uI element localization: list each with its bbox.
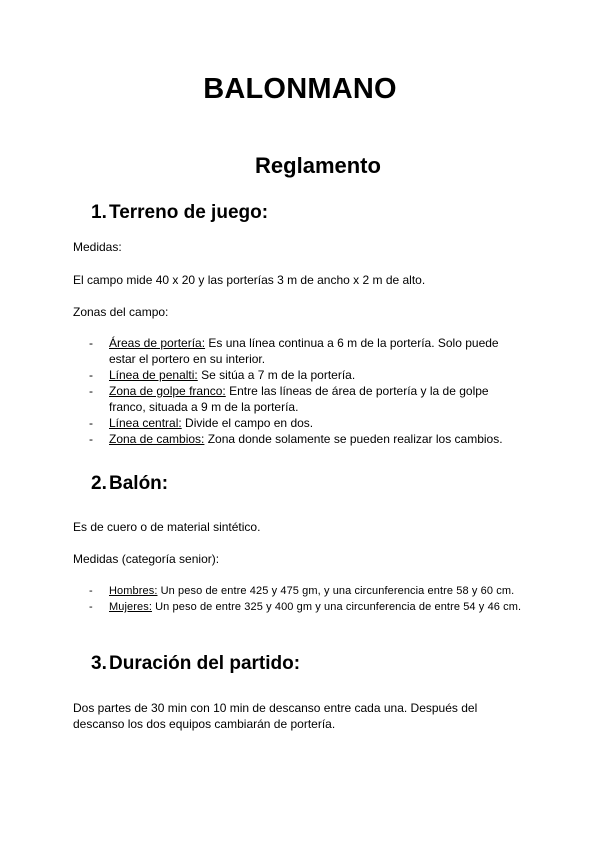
bullet-dash: - [89,601,93,613]
list-item-text: Es una línea continua a 6 m de la portería. Solo puede [205,336,499,350]
list-item-text: Divide el campo en dos. [181,416,314,430]
paragraph-zonas: Zonas del campo: [73,305,169,319]
paragraph-duracion: Dos partes de 30 min con 10 min de descanso entre cada una. Después del [73,701,478,715]
section-number: 2. [91,473,107,494]
list-item-term: Zona de cambios: [109,432,205,446]
section-heading-terreno [91,202,268,224]
list-item-term: Áreas de portería: [109,336,206,350]
list-item-text: Entre las líneas de área de portería y la de golpe [225,384,489,398]
section-title: Terreno de juego: [109,202,269,223]
paragraph-duracion-cont: descanso los dos equipos cambiarán de portería. [73,717,336,731]
section-title: Balón: [109,473,169,494]
bullet-dash: - [89,368,93,382]
section-heading-balon [91,473,168,495]
list-item-text: Un peso de entre 325 y 400 gm y una circunferencia de entre 54 y 46 cm. [151,601,522,613]
list-item-term: Línea central: [109,416,182,430]
bullet-dash: - [89,336,93,350]
paragraph-campo: El campo mide 40 x 20 y las porterías 3 m de ancho x 2 m de alto. [73,273,426,287]
list-item [89,415,314,431]
paragraph-material: Es de cuero o de material sintético. [73,520,261,534]
list-item-term: Zona de golpe franco: [109,384,226,398]
list-item-term: Mujeres: [109,601,152,613]
list-item-term: Hombres: [109,585,158,597]
paragraph-medidas-senior: Medidas (categoría senior): [73,552,220,566]
list-item [89,583,515,599]
list-item-text: Zona donde solamente se pueden realizar los cambios. [204,432,503,446]
list-item-term: Línea de penalti: [109,368,198,382]
list-item [89,431,503,447]
list-item-text: Un peso de entre 425 y 475 gm, y una circunferencia entre 58 y 60 cm. [157,585,515,597]
list-item [89,599,522,615]
list-item [89,335,499,366]
list-item [89,383,489,414]
document-title: BALONMANO [203,73,397,105]
bullet-dash: - [89,416,93,430]
bullet-dash: - [89,384,93,398]
document-subtitle: Reglamento [255,153,381,178]
section-heading-duracion [91,653,300,675]
list-item-text: Se sitúa a 7 m de la portería. [197,368,356,382]
bullet-dash: - [89,585,93,597]
list-item-continuation: estar el portero en su interior. [109,352,266,366]
paragraph-medidas: Medidas: [73,240,122,254]
list-item-continuation: franco, situada a 9 m de la portería. [109,400,299,414]
list-item [89,367,356,383]
section-number: 1. [91,202,107,223]
section-title: Duración del partido: [109,653,301,674]
bullet-dash: - [89,432,93,446]
section-number: 3. [91,653,107,674]
